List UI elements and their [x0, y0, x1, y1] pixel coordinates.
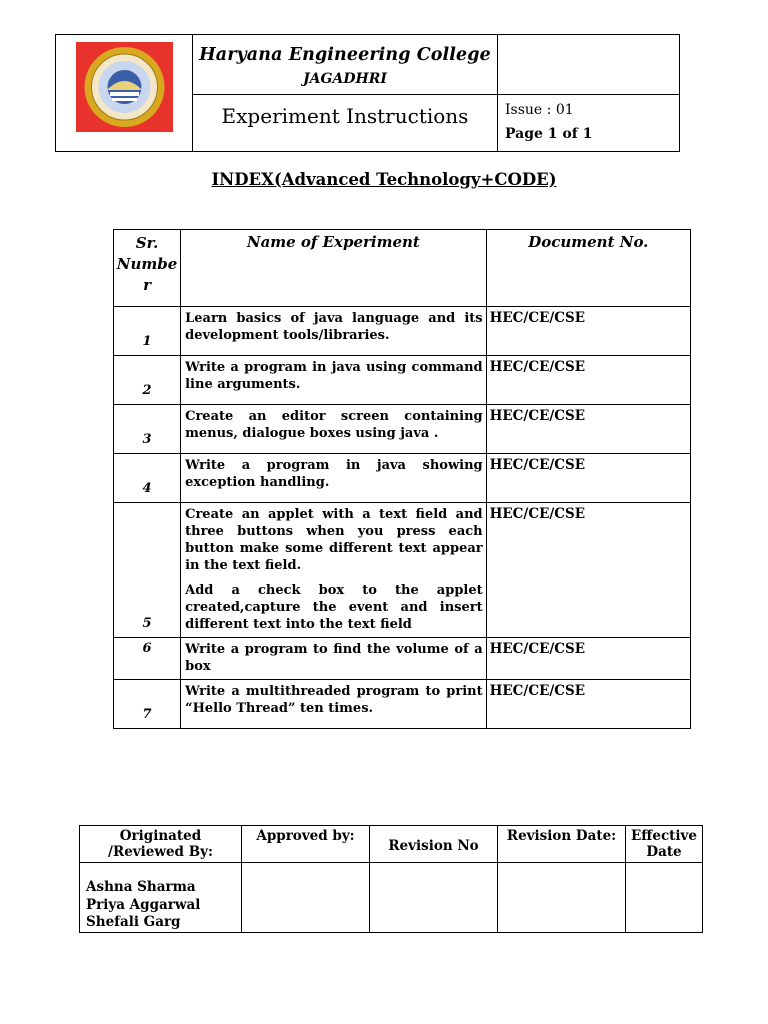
document-number: HEC/CE/CSE	[486, 638, 690, 680]
experiment-name: Learn basics of java language and its development tools/libraries.	[181, 307, 487, 356]
sr-number: 2	[114, 356, 181, 405]
signature-values-row	[80, 863, 703, 933]
college-city: JAGADHRI	[303, 71, 387, 87]
reviewer-names	[80, 863, 242, 933]
issue-cell	[497, 95, 679, 151]
experiment-name-part-1: Create an applet with a text field and three buttons when you press each button make some different text appear in the text field.	[185, 507, 483, 573]
approved-by-header: Approved by:	[242, 826, 370, 863]
effective-date-header: Effective Date	[626, 826, 703, 863]
table-header-row	[114, 230, 691, 307]
document-title-cell	[193, 95, 497, 151]
sr-number: 3	[114, 405, 181, 454]
experiment-name: Write a program in java using command line arguments.	[181, 356, 487, 405]
issue-number: Issue : 01	[505, 102, 574, 118]
originated-reviewed-header: Originated /Reviewed By:	[80, 826, 242, 863]
header-sr-number	[114, 230, 181, 307]
document-number: HEC/CE/CSE	[486, 356, 690, 405]
sr-number: 7	[114, 680, 181, 729]
logo-cell	[56, 35, 193, 151]
reviewer-name: Ashna Sharma	[86, 879, 196, 895]
table-row	[114, 503, 691, 638]
table-row	[114, 454, 691, 503]
approved-by-value	[242, 863, 370, 933]
table-row	[114, 638, 691, 680]
document-number: HEC/CE/CSE	[486, 503, 690, 638]
experiment-name: Write a multithreaded program to print “Hello Thread” ten times.	[181, 680, 487, 729]
reviewer-name: Shefali Garg	[86, 914, 181, 930]
experiment-name: Write a program to find the volume of a box	[181, 638, 487, 680]
sr-number: 6	[114, 638, 181, 680]
experiment-name	[181, 503, 487, 638]
document-number: HEC/CE/CSE	[486, 405, 690, 454]
revision-date-header: Revision Date:	[498, 826, 626, 863]
index-title: INDEX(Advanced Technology+CODE)	[211, 170, 557, 189]
document-number: HEC/CE/CSE	[486, 307, 690, 356]
effective-date-value	[626, 863, 703, 933]
header-blank-cell	[497, 35, 679, 95]
table-row	[114, 405, 691, 454]
document-number: HEC/CE/CSE	[486, 680, 690, 729]
college-logo	[76, 42, 173, 132]
signature-table	[79, 825, 703, 933]
header-sr-number-text: Sr. Numbe r	[116, 234, 178, 294]
signature-header-row	[80, 826, 703, 863]
sr-number: 1	[114, 307, 181, 356]
revision-date-value	[498, 863, 626, 933]
sr-number: 4	[114, 454, 181, 503]
page-number: Page 1 of 1	[505, 126, 593, 142]
experiment-name: Create an editor screen containing menus, dialogue boxes using java .	[181, 405, 487, 454]
reviewer-name: Priya Aggarwal	[86, 896, 201, 913]
college-title-cell	[193, 35, 497, 95]
header-experiment-name: Name of Experiment	[181, 230, 487, 307]
document-header	[55, 34, 680, 152]
table-row	[114, 307, 691, 356]
experiment-table	[113, 229, 691, 729]
table-row	[114, 356, 691, 405]
experiment-name: Write a program in java showing exception handling.	[181, 454, 487, 503]
document-title: Experiment Instructions	[221, 104, 469, 128]
college-name: Haryana Engineering College	[199, 45, 491, 65]
document-number: HEC/CE/CSE	[486, 454, 690, 503]
revision-no-header: Revision No	[370, 826, 498, 863]
header-document-no: Document No.	[486, 230, 690, 307]
sr-number: 5	[114, 503, 181, 638]
experiment-name-part-2: Add a check box to the applet created,capture the event and insert different text into the text field	[185, 583, 483, 632]
table-row	[114, 680, 691, 729]
revision-no-value	[370, 863, 498, 933]
